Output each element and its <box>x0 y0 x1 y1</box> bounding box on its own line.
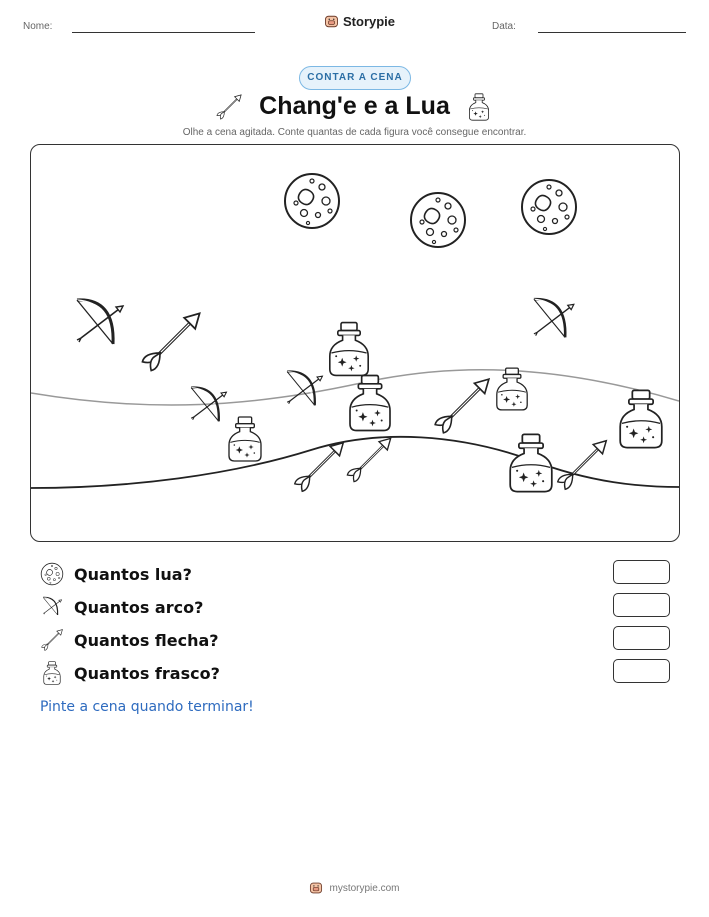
question-moon <box>40 562 192 586</box>
arrow-icon <box>40 628 64 652</box>
name-label: Nome: <box>23 21 53 32</box>
date-label: Data: <box>492 21 516 32</box>
pig-logo-icon <box>309 881 323 895</box>
moon-icon <box>285 174 339 228</box>
brand-name: Storypie <box>343 14 396 29</box>
footer <box>0 881 709 895</box>
question-text: Quantos flecha? <box>74 630 219 650</box>
question-arrow <box>40 628 219 652</box>
arrow-icon <box>435 379 489 433</box>
bow-icon <box>534 299 574 337</box>
arrow-icon <box>558 441 607 490</box>
arrow-icon <box>295 443 344 492</box>
question-bottle <box>40 661 220 685</box>
arrow-icon <box>142 313 199 370</box>
page-title: Chang'e e a Lua <box>259 92 450 120</box>
name-field-line[interactable] <box>72 32 255 33</box>
question-text: Quantos lua? <box>74 564 192 584</box>
potion-bottle-icon <box>330 323 368 376</box>
moon-icon <box>522 180 576 234</box>
brand-logo <box>324 14 395 29</box>
potion-bottle-icon <box>510 434 552 491</box>
instructions: Olhe a cena agitada. Conte quantas de cada figura você consegue encontrar. <box>182 127 527 138</box>
potion-bottle-icon <box>229 417 261 461</box>
potion-bottle-icon <box>40 661 64 685</box>
moon-icon <box>411 193 465 247</box>
date-field-line[interactable] <box>538 32 686 33</box>
bow-icon <box>40 595 64 619</box>
bow-icon <box>77 300 123 344</box>
pig-logo-icon <box>324 14 339 29</box>
question-text: Quantos arco? <box>74 597 204 617</box>
question-bow <box>40 595 203 619</box>
counting-scene <box>30 144 680 542</box>
arrow-icon <box>347 438 390 481</box>
potion-bottle-icon <box>467 93 491 121</box>
answer-box-bow[interactable] <box>613 593 670 617</box>
answer-box-bottle[interactable] <box>613 659 670 683</box>
footer-url[interactable]: mystorypie.com <box>329 882 400 894</box>
answer-box-arrow[interactable] <box>613 626 670 650</box>
moon-icon <box>40 562 64 586</box>
coloring-note: Pinte a cena quando terminar! <box>40 699 254 715</box>
potion-bottle-icon <box>620 390 662 447</box>
activity-badge: CONTAR A CENA <box>299 66 411 90</box>
answer-box-moon[interactable] <box>613 560 670 584</box>
potion-bottle-icon <box>497 368 527 410</box>
question-text: Quantos frasco? <box>74 663 220 683</box>
scene-illustration <box>31 145 679 541</box>
bow-icon <box>287 372 322 406</box>
